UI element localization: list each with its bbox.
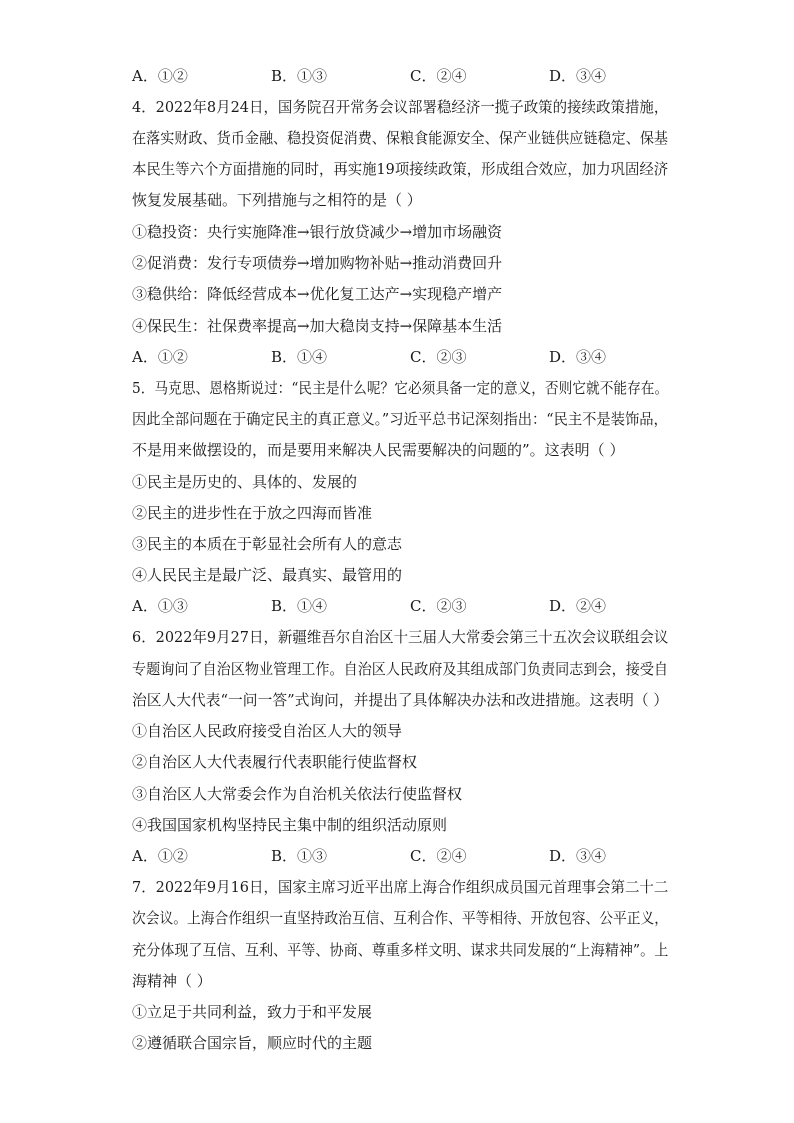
q4-option-b[interactable]: B．①④ xyxy=(271,348,328,366)
q5-item-4: ④人民民主是最广泛、最真实、最管用的 xyxy=(132,566,403,584)
q6-item-4: ④我国国家机构坚持民主集中制的组织活动原则 xyxy=(132,816,448,834)
q6-item-2: ②自治区人大代表履行代表职能行使监督权 xyxy=(132,753,418,771)
q4-stem-line: 本民生等六个方面措施的同时，再实施19项接续政策，形成组合效应，加力巩固经济 xyxy=(132,160,669,178)
q4-option-a[interactable]: A．①② xyxy=(132,348,188,366)
q6-stem-line: 专题询问了自治区物业管理工作。自治区人民政府及其组成部门负责同志到会，接受自 xyxy=(132,660,669,678)
q5-option-d[interactable]: D．②④ xyxy=(549,597,607,615)
q5-option-c[interactable]: C．②③ xyxy=(410,597,467,615)
q5-options xyxy=(132,596,692,616)
q4-item-3: ③稳供给：降低经营成本→优化复工达产→实现稳产增产 xyxy=(132,285,503,303)
q4-item-1: ①稳投资：央行实施降准→银行放贷减少→增加市场融资 xyxy=(132,223,503,241)
q5-item-3: ③民主的本质在于彰显社会所有人的意志 xyxy=(132,535,403,553)
q5-stem-line: 5．马克思、恩格斯说过：“民主是什么呢？它必须具备一定的意义，否则它就不能存在。 xyxy=(132,379,669,397)
q3-option-d[interactable]: D．③④ xyxy=(549,67,607,85)
q4-stem-line: 恢复发展基础。下列措施与之相符的是（ ） xyxy=(132,191,422,209)
q7-stem-line: 充分体现了互信、互利、平等、协商、尊重多样文明、谋求共同发展的“上海精神”。上 xyxy=(132,941,669,959)
q5-option-a[interactable]: A．①③ xyxy=(132,597,188,615)
q6-option-d[interactable]: D．③④ xyxy=(549,847,607,865)
q5-stem-line: 因此全部问题在于确定民主的真正意义。”习近平总书记深刻指出：“民主不是装饰品， xyxy=(132,410,668,428)
q7-item-2: ②遵循联合国宗旨，顺应时代的主题 xyxy=(132,1034,373,1052)
q4-option-c[interactable]: C．②③ xyxy=(410,348,467,366)
q6-item-1: ①自治区人民政府接受自治区人大的领导 xyxy=(132,722,403,740)
q5-item-1: ①民主是历史的、具体的、发展的 xyxy=(132,473,358,491)
q3-option-b[interactable]: B．①③ xyxy=(271,67,328,85)
q6-option-a[interactable]: A．①② xyxy=(132,847,188,865)
q7-stem-line: 次会议。上海合作组织一直坚持政治互信、互利合作、平等相待、开放包容、公平正义， xyxy=(132,909,668,927)
q4-stem-line: 4．2022年8月24日，国务院召开常务会议部署稳经济一揽子政策的接续政策措施， xyxy=(132,98,669,116)
q3-option-a[interactable]: A．①② xyxy=(132,67,188,85)
q3-option-c[interactable]: C．②④ xyxy=(410,67,467,85)
q7-stem-line: 7．2022年9月16日，国家主席习近平出席上海合作组织成员国元首理事会第二十二 xyxy=(132,878,669,896)
q4-item-4: ④保民生：社保费率提高→加大稳岗支持→保障基本生活 xyxy=(132,317,503,335)
q6-option-b[interactable]: B．①③ xyxy=(271,847,328,865)
q6-option-c[interactable]: C．②④ xyxy=(410,847,467,865)
q4-item-2: ②促消费：发行专项债券→增加购物补贴→推动消费回升 xyxy=(132,254,503,272)
q6-options xyxy=(132,846,692,866)
q4-option-d[interactable]: D．③④ xyxy=(549,348,607,366)
q5-item-2: ②民主的进步性在于放之四海而皆准 xyxy=(132,504,373,522)
q5-stem-line: 不是用来做摆设的，而是要用来解决人民需要解决的问题的”。这表明（ ） xyxy=(132,441,625,459)
q6-stem-line: 6．2022年9月27日，新疆维吾尔自治区十三届人大常委会第三十五次会议联组会议 xyxy=(132,628,669,646)
q6-stem-line: 治区人大代表“一问一答”式询问，并提出了具体解决办法和改进措施。这表明（ ） xyxy=(132,691,669,709)
q4-options xyxy=(132,347,692,367)
q4-stem-line: 在落实财政、货币金融、稳投资促消费、保粮食能源安全、保产业链供应链稳定、保基 xyxy=(132,129,669,147)
q3-options xyxy=(132,66,692,86)
q7-stem-line: 海精神（ ） xyxy=(132,972,212,990)
q7-item-1: ①立足于共同利益，致力于和平发展 xyxy=(132,1003,373,1021)
q6-item-3: ③自治区人大常委会作为自治机关依法行使监督权 xyxy=(132,785,463,803)
q5-option-b[interactable]: B．①④ xyxy=(271,597,328,615)
